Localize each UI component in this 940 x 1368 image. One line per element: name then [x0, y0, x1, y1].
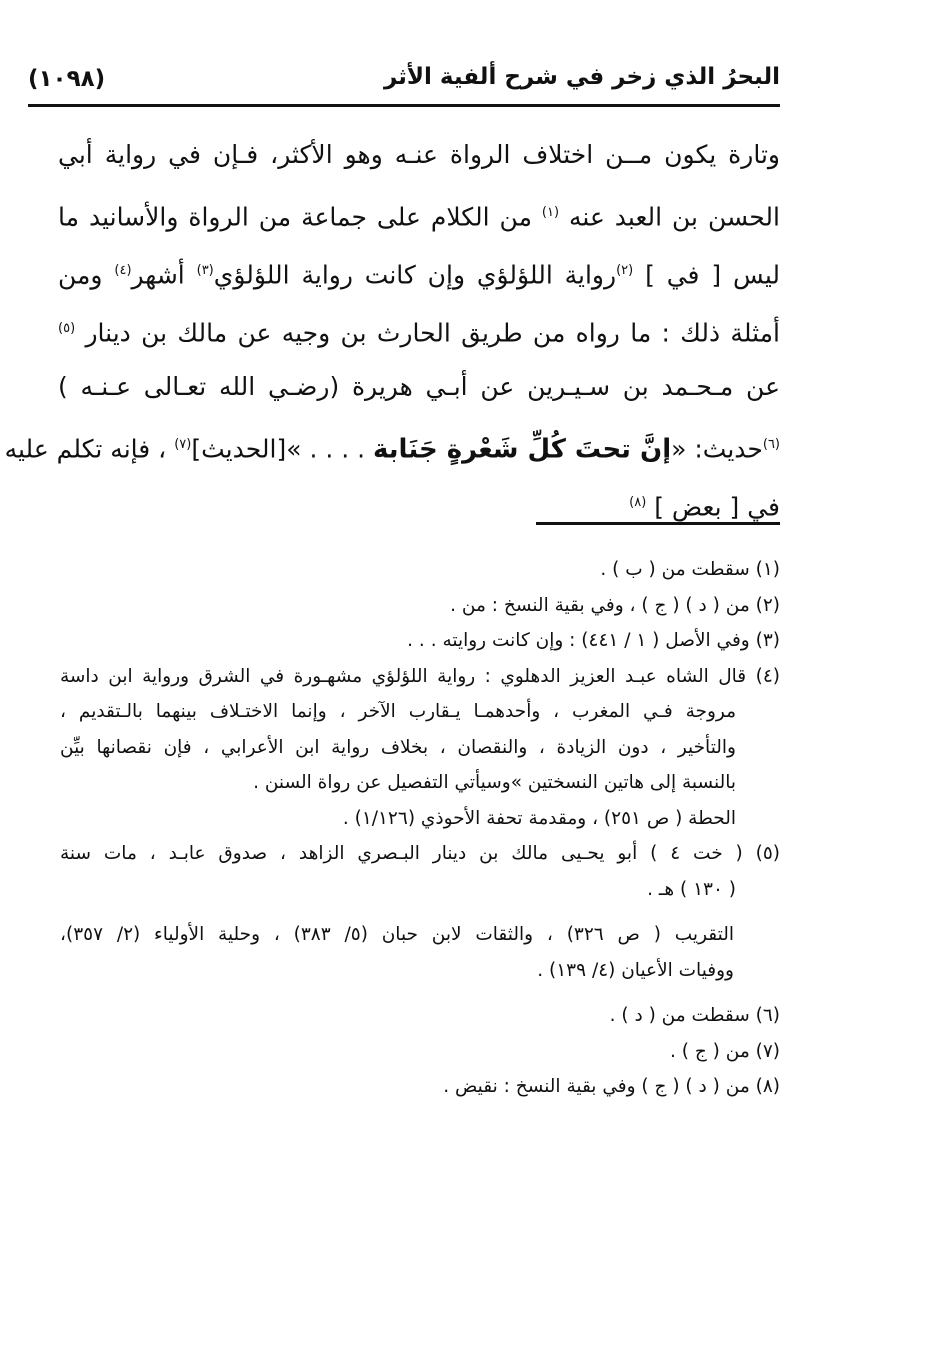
footnote-ref: (٧) [174, 437, 192, 452]
main-text [4, 126, 781, 532]
body-text: حديث: « [671, 434, 763, 464]
body-text: أمثلة ذلك : ما رواه من طريق الحارث بن وجيه عن مالك بن دينار [85, 318, 780, 348]
footnotes [60, 552, 780, 1105]
footnote-4-line: مروجة فـي المغرب ، وأحدهمـا يـقارب الآخر ، وإنما الاختـلاف بينهما بالـتقديم ، [60, 701, 736, 722]
body-line [58, 184, 780, 242]
footnote-1: (١) سقطت من ( ب ) . [600, 559, 780, 580]
body-line [58, 242, 780, 300]
body-text: وتارة يكون مــن اختلاف الرواة عنـه وهو الأكثر، فـإن في رواية أبي [58, 140, 780, 169]
body-line [58, 126, 780, 184]
body-text: . . . . »[الحديث] [191, 434, 366, 464]
footnote-ref: (٣) [196, 263, 214, 278]
hadith-text: إنَّ تحتَ كُلِّ شَعْرةٍ جَنَابة [373, 434, 672, 465]
footnote-6: (٦) سقطت من ( د ) . [609, 1005, 780, 1026]
footnote-4: (٤) قال الشاه عبـد العزيز الدهلوي : رواية اللؤلؤي مشهـورة في الشرق ورواية ابن داسة [60, 665, 780, 687]
footnote-ref: (١) [541, 205, 560, 220]
footnote-3: (٣) وفي الأصل ( ١ / ٤٤١) : وإن كانت روايته . . . [407, 630, 780, 651]
footnote-ref: (٨) [629, 495, 647, 510]
footnote-5-source: ووفيات الأعيان (٤/ ١٣٩) . [537, 959, 734, 981]
footnote-4-source: الحطة ( ص ٢٥١) ، ومقدمة تحفة الأحوذي (١/١٢٦) . [342, 807, 736, 829]
footnote-ref: (٥) [58, 321, 76, 336]
header-rule [28, 104, 780, 107]
footnote-5: (٥) ( خت ٤ ) أبو يحـيى مالك بن دينار البـصري الزاهد ، صدوق عابـد ، مات سنة [60, 843, 780, 864]
body-text: من الكلام على جماعة من الرواة والأسانيد ما [58, 202, 532, 232]
body-line [58, 300, 780, 358]
body-text: ليس [ في ] [645, 260, 781, 290]
body-text: ومن [58, 260, 103, 290]
body-text: في [ بعض ] [654, 492, 780, 522]
footnote-ref: (٦) [762, 437, 780, 452]
footnote-2: (٢) من ( د ) ( ج ) ، وفي بقية النسخ : من . [450, 594, 780, 616]
body-line [58, 358, 780, 416]
body-text: أشهر [131, 260, 185, 290]
footnote-4-line: بالنسبة إلى هاتين النسختين »وسيأتي التفصيل عن رواة السنن . [253, 772, 736, 793]
footnote-5-source: التقريب ( ص ٣٢٦) ، والثقات لابن حبان (٥/ ٣٨٣) ، وحلية الأولياء (٢/ ٣٥٧)، [60, 924, 734, 945]
body-text: عن مـحـمد بن سـيـرين عن أبـي هريرة (رضـي الله تعـالى عـنـه ) [58, 372, 780, 401]
footnote-ref: (٤) [114, 263, 132, 278]
body-text: الحسن بن العبد عنه [569, 202, 780, 232]
body-text: ، فإنه تكلم عليه [4, 434, 167, 464]
page-number: (١٠٩٨) [28, 66, 106, 92]
body-text: رواية اللؤلؤي وإن كانت رواية اللؤلؤي [213, 260, 617, 290]
footnote-separator [536, 522, 780, 525]
footnote-5-line: ( ١٣٠ ) هـ . [647, 878, 736, 900]
body-line [4, 416, 780, 474]
footnote-ref: (٢) [616, 263, 634, 278]
page-header [28, 62, 780, 102]
footnote-8: (٨) من ( د ) ( ج ) وفي بقية النسخ : نقيض . [443, 1076, 780, 1097]
spacer [60, 907, 780, 917]
running-title: البحرُ الذي زخر في شرح ألفية الأثر [383, 64, 780, 90]
footnote-7: (٧) من ( ج ) . [669, 1040, 780, 1062]
spacer [60, 988, 780, 998]
footnote-4-line: والتأخير ، دون الزيادة ، والنقصان ، بخلاف رواية ابن الأعرابي ، فإن نقصانها بيِّن [60, 736, 736, 758]
